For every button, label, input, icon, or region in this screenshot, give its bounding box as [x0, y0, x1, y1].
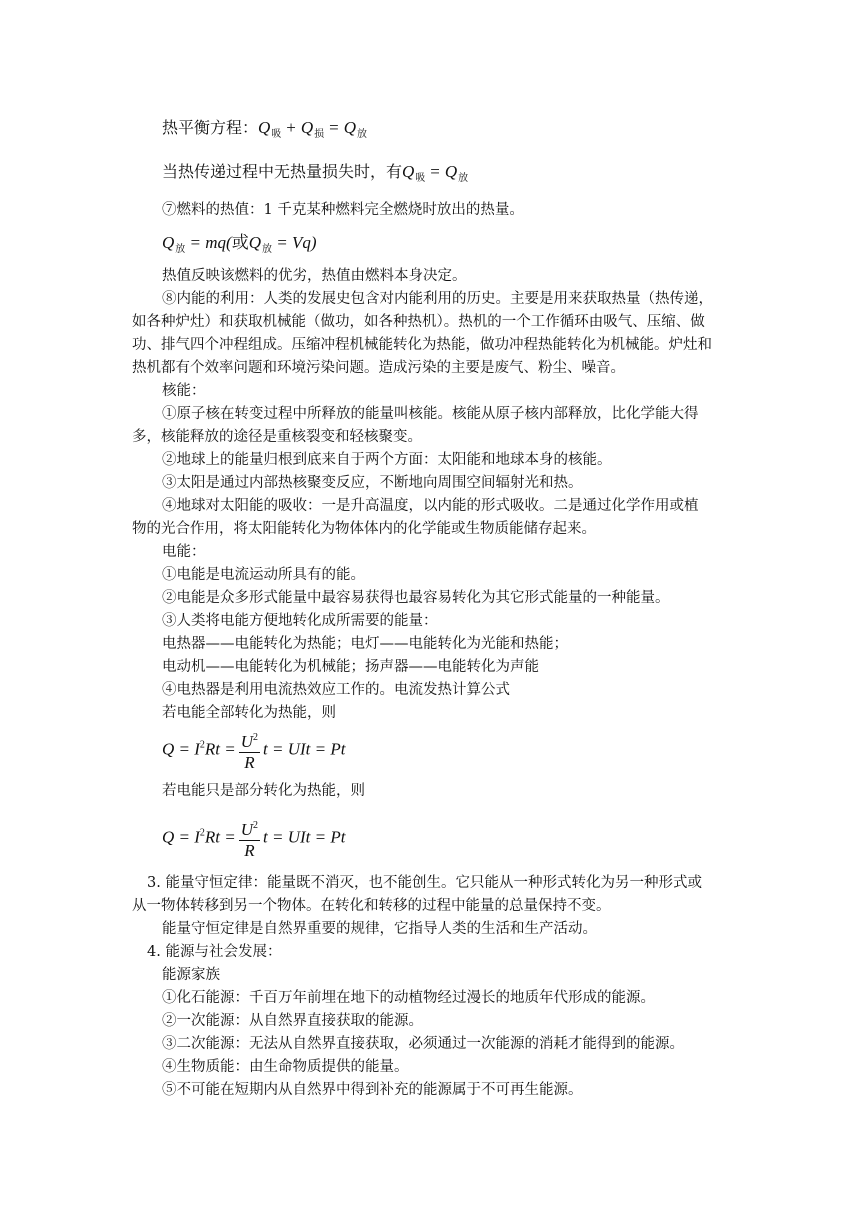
fuel-heat-formula — [162, 233, 317, 260]
formula-part: Q = I — [162, 739, 200, 759]
fraction — [239, 728, 260, 773]
formula-part: Rt = — [204, 827, 236, 847]
section-heading-conservation: 3. 能量守恒定律：能量既不消灭，也不能创生。它只能从一种形式转化为另一种形式或 — [147, 875, 702, 891]
text-line: 如各种炉灶）和获取机械能（做功，如各种热机）。热机的一个工作循环由吸气、压缩、做 — [132, 314, 705, 330]
formula-part: Q = I — [162, 827, 200, 847]
formula-part: t = UIt = Pt — [263, 739, 346, 759]
text-line: ⑧内能的利用：人类的发展史包含对内能利用的历史。主要是用来获取热量（热传递， — [162, 291, 713, 307]
subscript: 损 — [314, 129, 325, 140]
text-line: 功、排气四个冲程组成。压缩冲程机械能转化为热能，做功冲程热能转化为机械能。炉灶和 — [132, 337, 712, 353]
text-line: ③二次能源：无法从自然界直接获取，必须通过一次能源的消耗才能得到的能源。 — [162, 1036, 684, 1052]
text-line: 能源家族 — [162, 967, 220, 983]
symbol-q: Q — [300, 118, 314, 137]
formula-or: 或 — [231, 233, 249, 252]
subscript: 放 — [357, 129, 368, 140]
superscript: 2 — [199, 739, 205, 751]
numerator: U — [240, 820, 254, 839]
text-line: 能量守恒定律是自然界重要的规律，它指导人类的生活和生产活动。 — [162, 921, 597, 937]
text-line: 物的光合作用，将太阳能转化为物体体内的化学能或生物质能储存起来。 — [132, 521, 596, 537]
text-line: ②电能是众多形式能量中最容易获得也最容易转化为其它形式能量的一种能量。 — [162, 590, 670, 606]
text-line: ④生物质能：由生命物质提供的能量。 — [162, 1059, 409, 1075]
subscript: 放 — [261, 244, 272, 255]
text-line: ④地球对太阳能的吸收：一是升高温度，以内能的形式吸收。二是通过化学作用或植 — [162, 498, 699, 514]
equation-label: 热平衡方程： — [162, 118, 259, 137]
text-line: ⑤不可能在短期内从自然界中得到补充的能源属于不可再生能源。 — [162, 1082, 583, 1098]
text-line: 从一物体转移到另一个物体。在转化和转移的过程中能量的总量保持不变。 — [132, 898, 611, 914]
symbol-q: Q — [248, 233, 261, 252]
section-heading-nuclear: 核能： — [162, 383, 206, 399]
symbol-q: Q — [162, 233, 175, 252]
text-line: ①电能是电流运动所具有的能。 — [162, 567, 365, 583]
subscript: 放 — [458, 173, 469, 184]
equation-label: 当热传递过程中无热量损失时，有 — [162, 162, 403, 181]
text-line: 若电能只是部分转化为热能，则 — [162, 783, 365, 799]
denominator: R — [244, 753, 255, 772]
joule-formula-1 — [162, 728, 345, 773]
formula-part: Rt = — [204, 739, 236, 759]
text-line: 多，核能释放的途径是重核裂变和轻核聚变。 — [132, 429, 422, 445]
formula-part: = mq( — [189, 233, 232, 252]
text-line: 电动机——电能转化为机械能；扬声器——电能转化为声能 — [162, 659, 539, 675]
formula-part: = Vq) — [276, 233, 317, 252]
numerator: U — [240, 732, 254, 751]
subscript: 吸 — [415, 173, 426, 184]
symbol-q: Q — [402, 162, 415, 181]
superscript: 2 — [253, 820, 259, 831]
text-line: ④电热器是利用电流热效应工作的。电流发热计算公式 — [162, 682, 510, 698]
text-line: ③太阳是通过内部热核聚变反应，不断地向周围空间辐射光和热。 — [162, 475, 583, 491]
text-line: ②地球上的能量归根到底来自于两个方面：太阳能和地球本身的核能。 — [162, 452, 612, 468]
text-line: ⑦燃料的热值：1 千克某种燃料完全燃烧时放出的热量。 — [162, 202, 524, 218]
symbol-q: Q — [444, 162, 458, 181]
operator: + — [286, 118, 296, 137]
subscript: 放 — [175, 244, 186, 255]
text-line: ①原子核在转变过程中所释放的能量叫核能。核能从原子核内部释放，比化学能大得 — [162, 406, 699, 422]
fraction — [239, 816, 260, 861]
text-line: ①化石能源：千百万年前埋在地下的动植物经过漫长的地质年代形成的能源。 — [162, 990, 655, 1006]
subscript: 吸 — [271, 129, 282, 140]
symbol-q: Q — [343, 118, 357, 137]
superscript: 2 — [199, 827, 205, 839]
text-line: 热值反映该燃料的优劣，热值由燃料本身决定。 — [162, 268, 467, 284]
text-line: ②一次能源：从自然界直接获取的能源。 — [162, 1013, 423, 1029]
operator: = — [329, 118, 339, 137]
text-line: 热机都有个效率问题和环境污染问题。造成污染的主要是废气、粉尘、噪音。 — [132, 360, 625, 376]
section-heading-electric: 电能： — [162, 544, 206, 560]
denominator: R — [244, 841, 255, 860]
formula-part: t = UIt = Pt — [263, 827, 346, 847]
heat-balance-equation — [162, 118, 367, 145]
symbol-q: Q — [258, 118, 271, 137]
no-loss-equation — [162, 162, 468, 189]
text-line: 电热器——电能转化为热能；电灯——电能转化为光能和热能； — [162, 636, 568, 652]
joule-formula-2 — [162, 816, 345, 861]
superscript: 2 — [253, 732, 259, 743]
section-heading-energy-society: 4. 能源与社会发展： — [147, 944, 282, 960]
text-line: 若电能全部转化为热能，则 — [162, 705, 336, 721]
text-line: ③人类将电能方便地转化成所需要的能量： — [162, 613, 438, 629]
operator: = — [430, 162, 440, 181]
